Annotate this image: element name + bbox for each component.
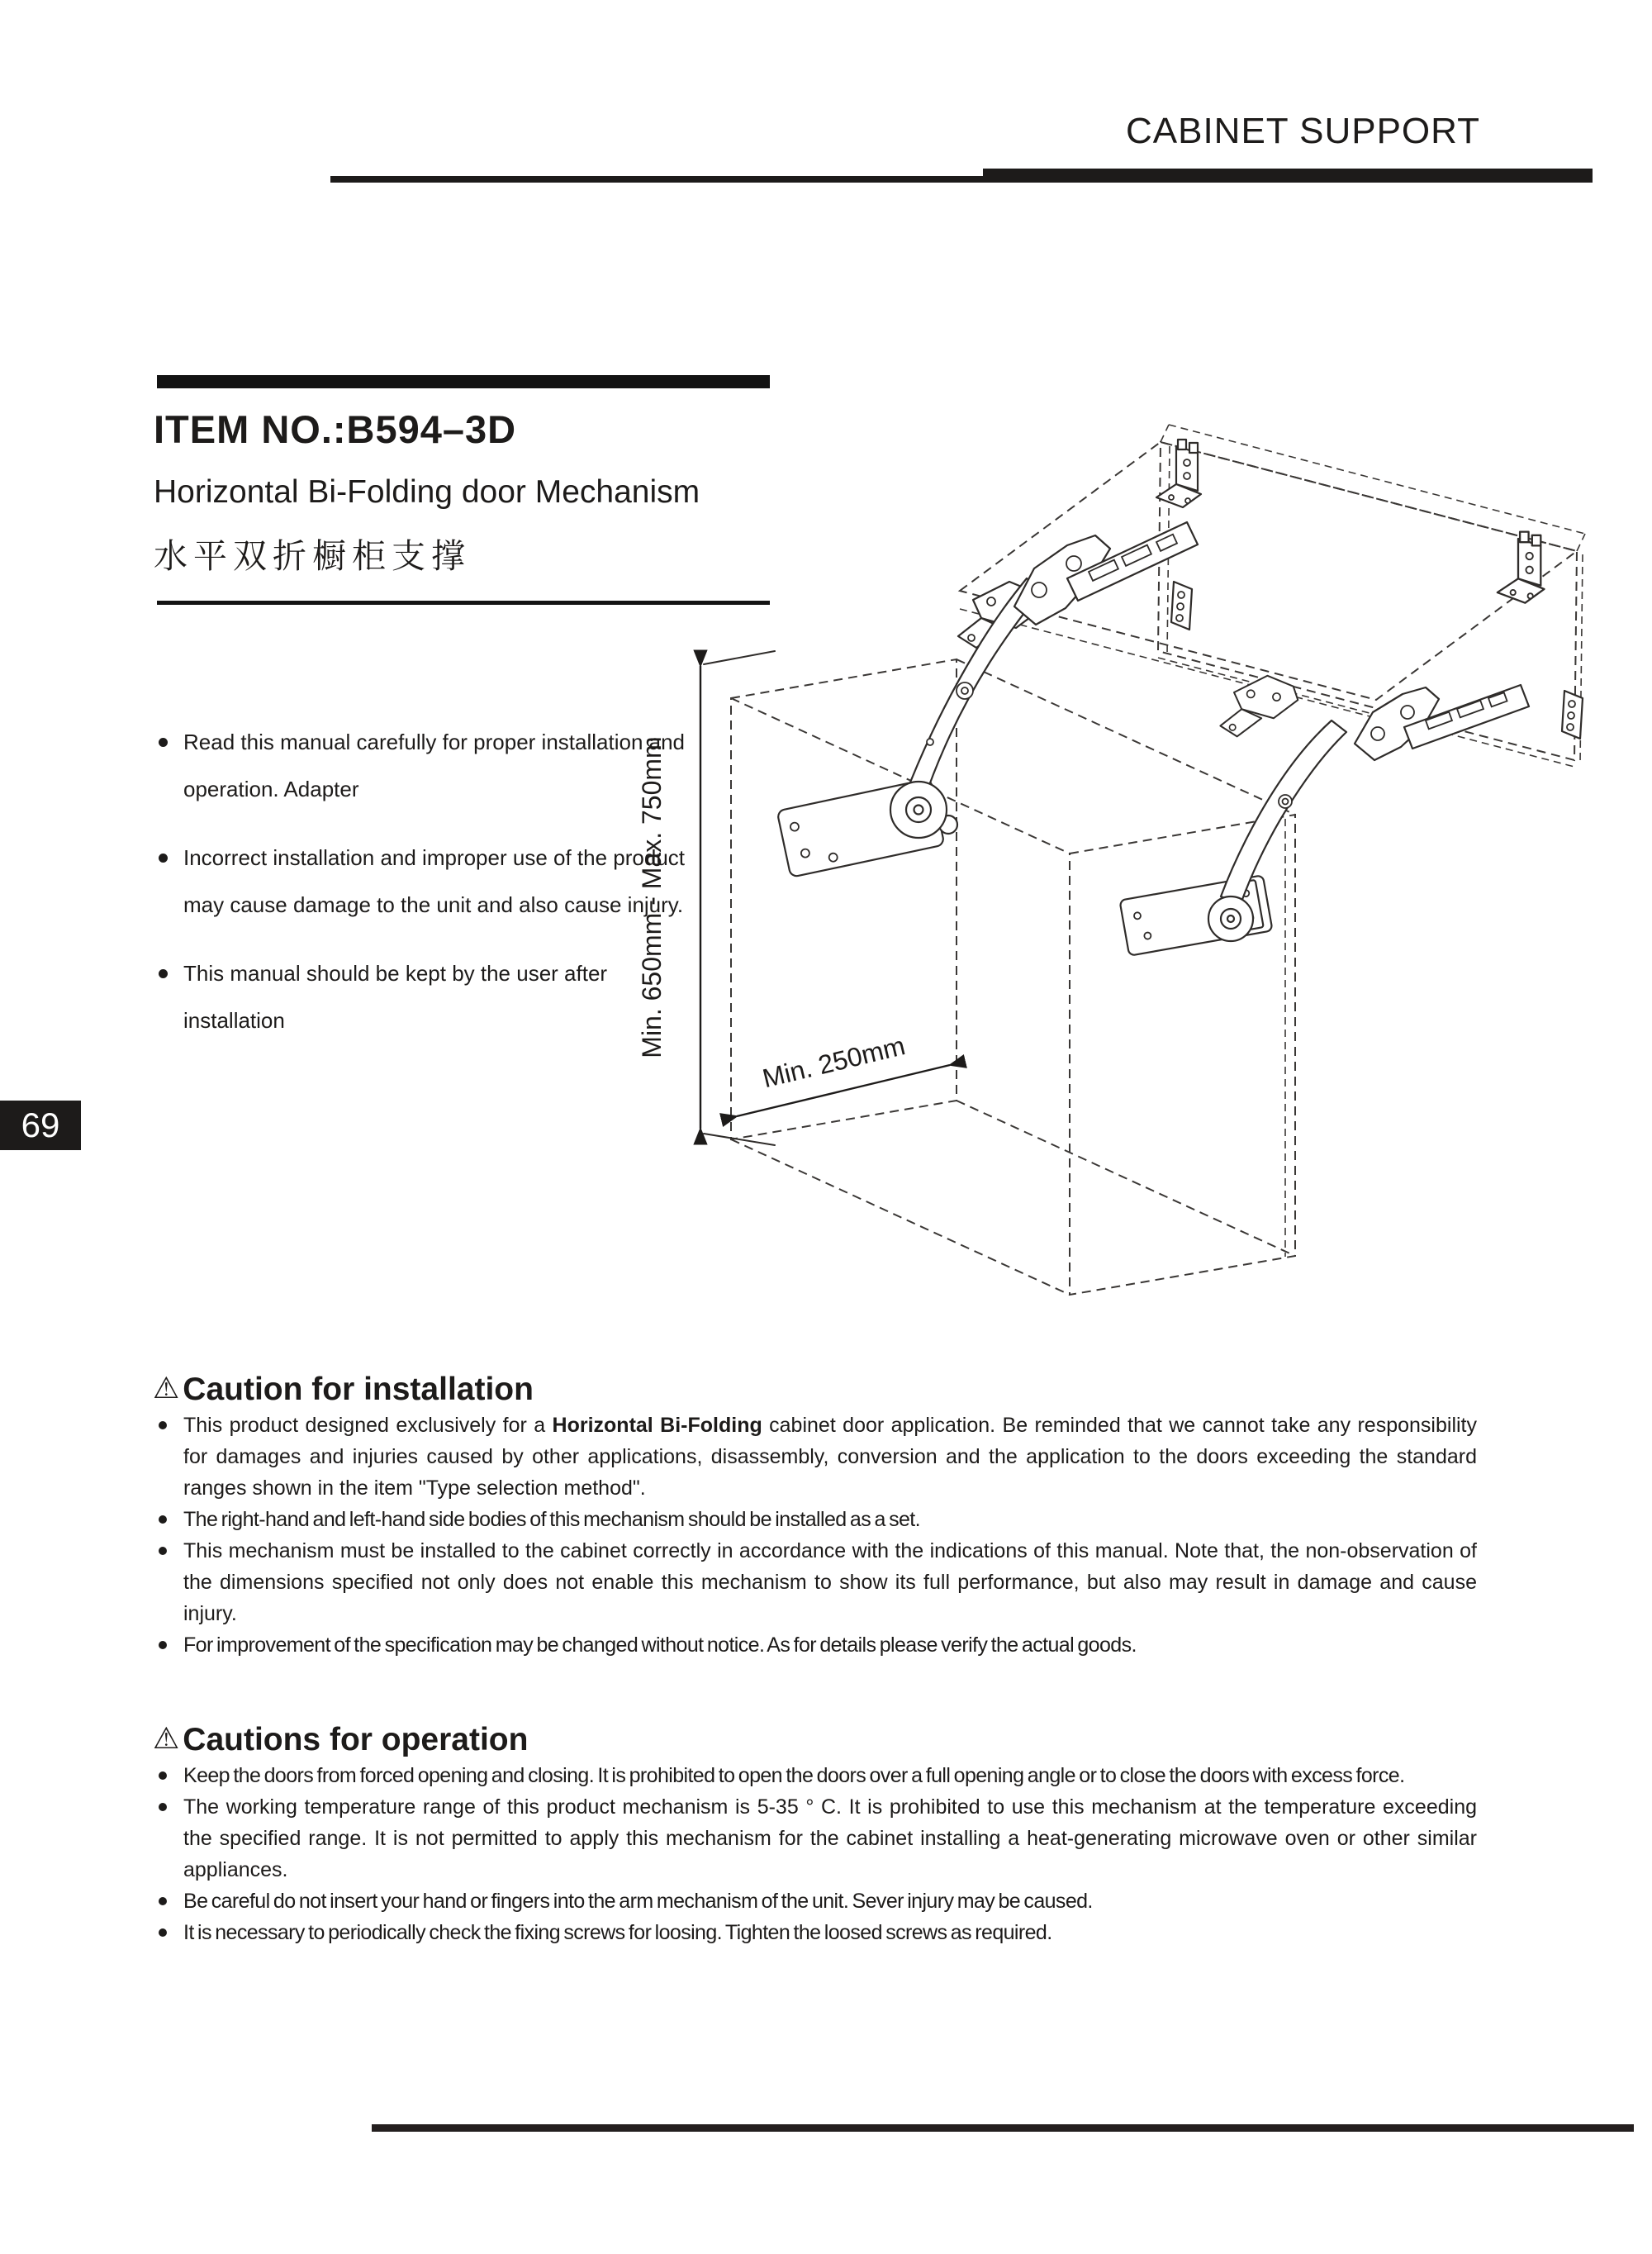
door-hinge-icon bbox=[1156, 440, 1201, 507]
cabinet-diagram bbox=[611, 355, 1652, 1322]
caution-installation-heading-text: Caution for installation bbox=[183, 1372, 534, 1407]
fold-hinge-icon bbox=[1220, 676, 1298, 737]
caution-text: For improvement of the specification may be changed without notice. As for details please verify the actual goods. bbox=[183, 1633, 1137, 1657]
caution-text-bold: Horizontal Bi-Folding bbox=[552, 1414, 762, 1437]
list-item bbox=[155, 1504, 1477, 1535]
caution-text: Keep the doors from forced opening and closing. It is prohibited to open the doors over a full opening angle or to close the doors with excess force. bbox=[183, 1764, 1405, 1787]
dimension-depth bbox=[737, 1030, 950, 1116]
list-item bbox=[155, 1791, 1477, 1885]
list-item bbox=[157, 950, 686, 1044]
caution-text: cabinet door application. Be reminded that we cannot take any responsibility for damages and injuries caused by other applications, disassembly, conversion and the application to the doors exceeding the standard ranges shown in the item "Type selection method". bbox=[183, 1414, 1477, 1500]
page-number-badge bbox=[0, 1101, 81, 1150]
caution-text: The right-hand and left-hand side bodies of this mechanism should be installed as a set. bbox=[183, 1508, 921, 1531]
caution-installation-heading bbox=[153, 1372, 534, 1408]
header-rule-thick bbox=[983, 169, 1593, 183]
list-item bbox=[155, 1885, 1477, 1917]
intro-bullet-text: Read this manual carefully for proper installation and operation. Adapter bbox=[183, 730, 686, 801]
page-number: 69 bbox=[21, 1106, 60, 1144]
left-lift-arm bbox=[777, 522, 1198, 877]
list-item bbox=[155, 1917, 1477, 1948]
list-item bbox=[155, 1535, 1477, 1629]
door-mounting-plate-icon bbox=[1171, 582, 1192, 630]
warning-icon: ⚠ bbox=[153, 1371, 180, 1405]
warning-icon: ⚠ bbox=[153, 1721, 180, 1755]
caution-text: This mechanism must be installed to the cabinet correctly in accordance with the indications of this manual. Note that, the non-observation of the dimensions specified not only does not enable this mechanism to show its full performance, but also may result in damage and cause injury. bbox=[183, 1539, 1477, 1625]
intro-bullet-list bbox=[157, 719, 686, 1066]
dimension-height-label: Min. 650mm - Max. 750mm bbox=[637, 736, 667, 1058]
caution-operation-list bbox=[155, 1760, 1477, 1948]
list-item bbox=[155, 1410, 1477, 1504]
caution-text: The working temperature range of this product mechanism is 5-35 ° C. It is prohibited to use this mechanism at the temperature exceeding the specified range. It is not permitted to apply this mechanism for the cabinet installing a heat-generating microwave oven or other similar appliances. bbox=[183, 1795, 1477, 1881]
list-item bbox=[155, 1760, 1477, 1791]
footer-rule bbox=[372, 2124, 1634, 2132]
cabinet-outline bbox=[731, 659, 1295, 1295]
dimension-height bbox=[637, 651, 775, 1145]
list-item bbox=[157, 835, 686, 929]
door-mounting-plate-icon bbox=[1562, 691, 1583, 739]
caution-operation-heading bbox=[153, 1722, 528, 1758]
caution-text: This product designed exclusively for a bbox=[183, 1414, 553, 1437]
right-lift-arm bbox=[1119, 685, 1529, 956]
intro-bullet-text: This manual should be kept by the user after installation bbox=[183, 961, 608, 1033]
caution-operation-heading-text: Cautions for operation bbox=[183, 1722, 529, 1757]
intro-bullet-text: Incorrect installation and improper use of the product may cause damage to the unit and also cause injury. bbox=[183, 845, 686, 917]
product-subtitle-en: Horizontal Bi-Folding door Mechanism bbox=[154, 474, 700, 510]
header-rule-thin bbox=[330, 176, 983, 183]
caution-installation-list bbox=[155, 1410, 1477, 1661]
page-title: CABINET SUPPORT bbox=[1125, 111, 1480, 151]
list-item bbox=[155, 1629, 1477, 1661]
item-number: ITEM NO.:B594–3D bbox=[154, 407, 517, 451]
caution-text: It is necessary to periodically check the fixing screws for loosing. Tighten the loosed screws as required. bbox=[183, 1921, 1052, 1944]
list-item bbox=[157, 719, 686, 813]
dimension-depth-label: Min. 250mm bbox=[759, 1030, 909, 1094]
product-subtitle-zh: 水平双折橱柜支撑 bbox=[154, 537, 471, 575]
caution-text: Be careful do not insert your hand or fingers into the arm mechanism of the unit. Sever injury may be caused. bbox=[183, 1890, 1093, 1913]
door-hinge-icon bbox=[1498, 532, 1545, 603]
